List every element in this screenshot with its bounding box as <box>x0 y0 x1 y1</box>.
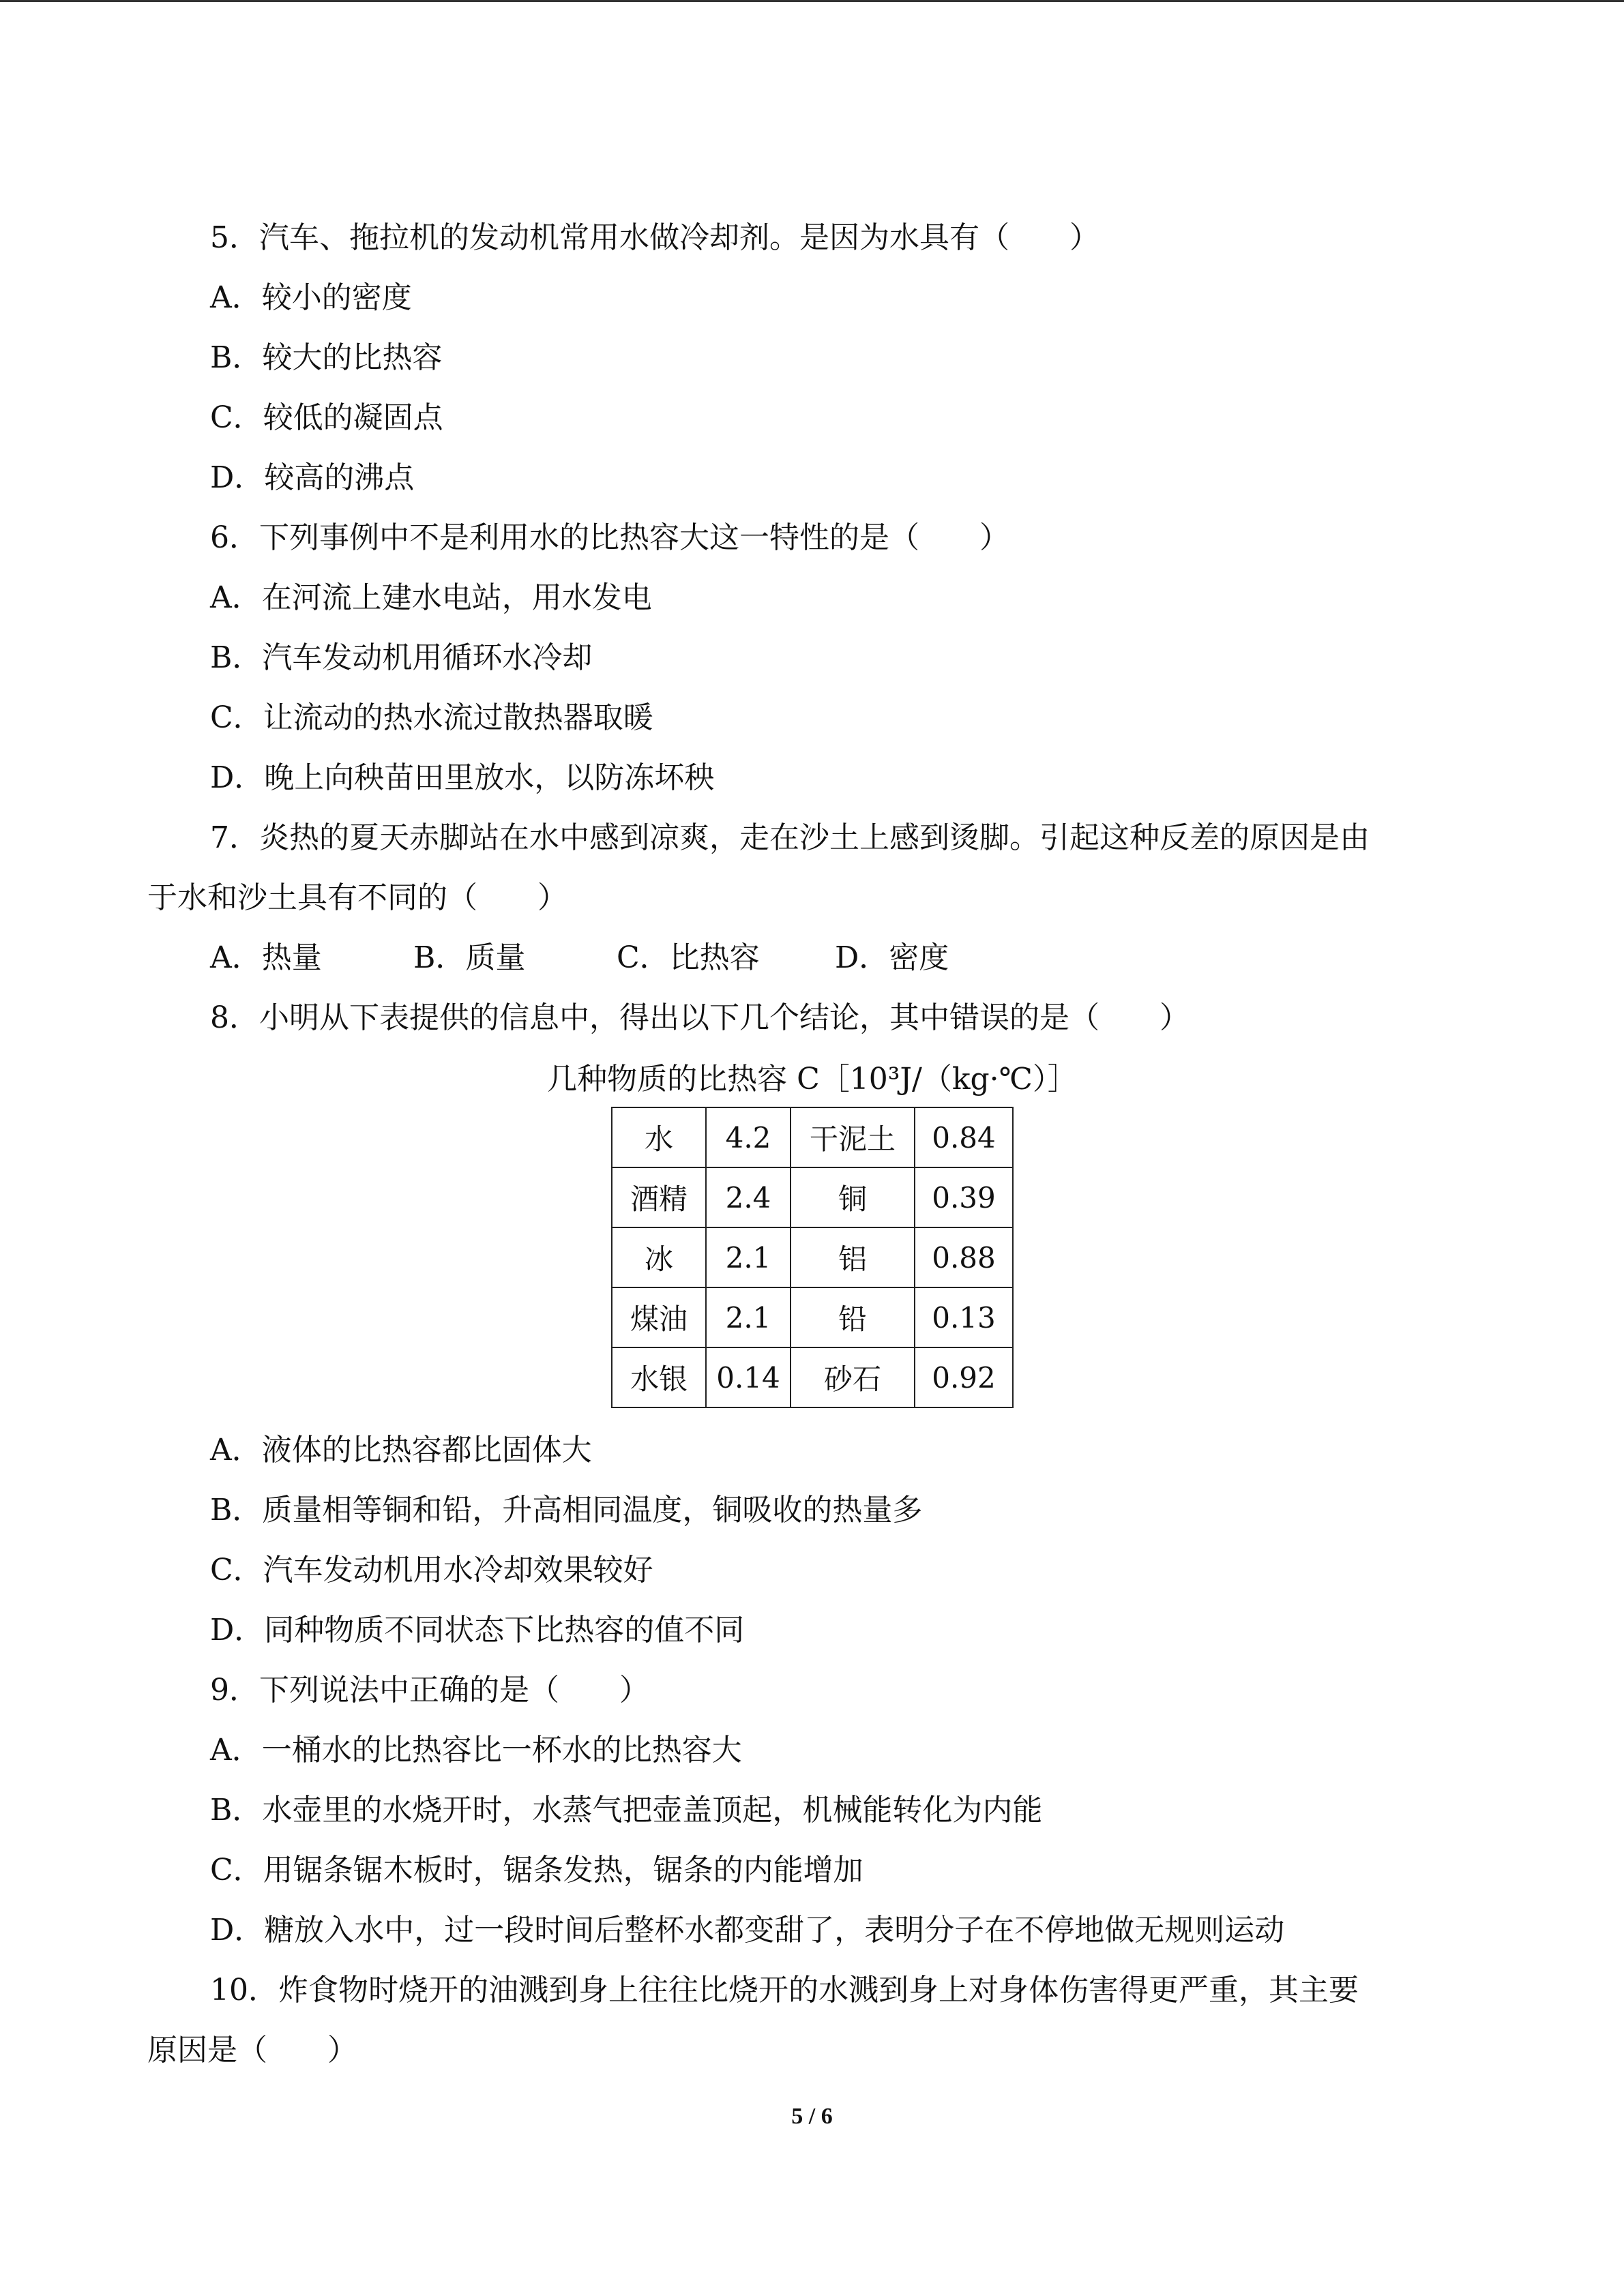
table-row <box>612 1107 1013 1167</box>
table-row <box>612 1227 1013 1287</box>
question-5-option-d: D．较高的沸点 <box>210 460 415 495</box>
table-row <box>612 1167 1013 1227</box>
table-caption: 几种物质的比热容 C［10³J/（kg·℃）］ <box>547 1062 1078 1097</box>
question-6-option-a: A．在河流上建水电站，用水发电 <box>210 580 652 615</box>
question-9 <box>147 1660 1477 1960</box>
question-8-option-d: D．同种物质不同状态下比热容的值不同 <box>210 1613 745 1648</box>
table-cell-value-1: 2.1 <box>706 1287 791 1347</box>
table-cell-substance-1: 水银 <box>612 1347 706 1407</box>
table-cell-substance-1: 冰 <box>612 1227 706 1287</box>
question-8-option-a: A．液体的比热容都比固体大 <box>210 1433 592 1467</box>
table-cell-substance-2: 铅 <box>791 1287 915 1347</box>
table-cell-value-1: 0.14 <box>706 1347 791 1407</box>
question-6-stem: 6．下列事例中不是利用水的比热容大这一特性的是（ ） <box>210 520 1009 555</box>
question-7-option-d: D．密度 <box>835 940 949 975</box>
question-6-option-b: B．汽车发动机用循环水冷却 <box>210 640 593 675</box>
page-number: 5 / 6 <box>791 2104 833 2129</box>
table-row <box>612 1287 1013 1347</box>
question-8-option-b: B．质量相等铜和铅，升高相同温度，铜吸收的热量多 <box>210 1493 923 1527</box>
table-cell-substance-1: 水 <box>612 1107 706 1167</box>
specific-heat-table <box>611 1107 1014 1408</box>
question-5-option-c: C．较低的凝固点 <box>210 400 443 435</box>
question-5-option-b: B．较大的比热容 <box>210 340 443 375</box>
question-8-stem: 8．小明从下表提供的信息中，得出以下几个结论，其中错误的是（ ） <box>210 1000 1190 1035</box>
table-cell-value-2: 0.39 <box>915 1167 1013 1227</box>
question-10-stem-line-1: 10．炸食物时烧开的油溅到身上往往比烧开的水溅到身上对身体伤害得更严重，其主要 <box>210 1973 1359 2008</box>
question-7-stem-line-1: 7．炎热的夏天赤脚站在水中感到凉爽，走在沙土上感到烫脚。引起这种反差的原因是由 <box>210 820 1370 855</box>
question-8 <box>147 988 1477 1660</box>
table-cell-substance-2: 干泥土 <box>791 1107 915 1167</box>
table-cell-value-1: 2.1 <box>706 1227 791 1287</box>
question-10 <box>147 1960 1477 2081</box>
question-6-option-d: D．晚上向秧苗田里放水，以防冻坏秧 <box>210 760 715 795</box>
question-8-option-c: C．汽车发动机用水冷却效果较好 <box>210 1553 653 1587</box>
page-content <box>147 208 1477 2081</box>
table-cell-value-2: 0.13 <box>915 1287 1013 1347</box>
question-7 <box>147 808 1477 988</box>
table-cell-value-1: 2.4 <box>706 1167 791 1227</box>
table-cell-value-1: 4.2 <box>706 1107 791 1167</box>
table-row <box>612 1347 1013 1407</box>
question-9-stem: 9．下列说法中正确的是（ ） <box>210 1673 649 1708</box>
table-cell-substance-2: 铝 <box>791 1227 915 1287</box>
question-7-options <box>147 928 1477 988</box>
question-6 <box>147 508 1477 808</box>
table-cell-value-2: 0.84 <box>915 1107 1013 1167</box>
question-7-option-a: A．热量 <box>210 940 322 975</box>
top-border-line <box>0 0 1624 2</box>
question-9-option-a: A．一桶水的比热容比一杯水的比热容大 <box>210 1733 742 1768</box>
table-cell-substance-2: 铜 <box>791 1167 915 1227</box>
question-9-option-b: B．水壶里的水烧开时，水蒸气把壶盖顶起，机械能转化为内能 <box>210 1793 1043 1828</box>
question-7-option-c: C．比热容 <box>617 940 760 975</box>
question-5-option-a: A．较小的密度 <box>210 280 412 315</box>
question-6-option-c: C．让流动的热水流过散热器取暖 <box>210 700 653 735</box>
question-5-stem: 5．汽车、拖拉机的发动机常用水做冷却剂。是因为水具有（ ） <box>210 220 1099 255</box>
question-5 <box>147 208 1477 508</box>
table-cell-value-2: 0.92 <box>915 1347 1013 1407</box>
table-cell-substance-2: 砂石 <box>791 1347 915 1407</box>
table-cell-substance-1: 酒精 <box>612 1167 706 1227</box>
specific-heat-table-block <box>147 1052 1477 1408</box>
question-7-option-b: B．质量 <box>413 940 526 975</box>
question-7-stem-line-2: 于水和沙土具有不同的（ ） <box>147 880 567 915</box>
question-9-option-d: D．糖放入水中，过一段时间后整杯水都变甜了，表明分子在不停地做无规则运动 <box>210 1913 1285 1948</box>
table-cell-substance-1: 煤油 <box>612 1287 706 1347</box>
question-10-stem-line-2: 原因是（ ） <box>147 2033 357 2068</box>
table-cell-value-2: 0.88 <box>915 1227 1013 1287</box>
question-9-option-c: C．用锯条锯木板时，锯条发热，锯条的内能增加 <box>210 1853 863 1888</box>
